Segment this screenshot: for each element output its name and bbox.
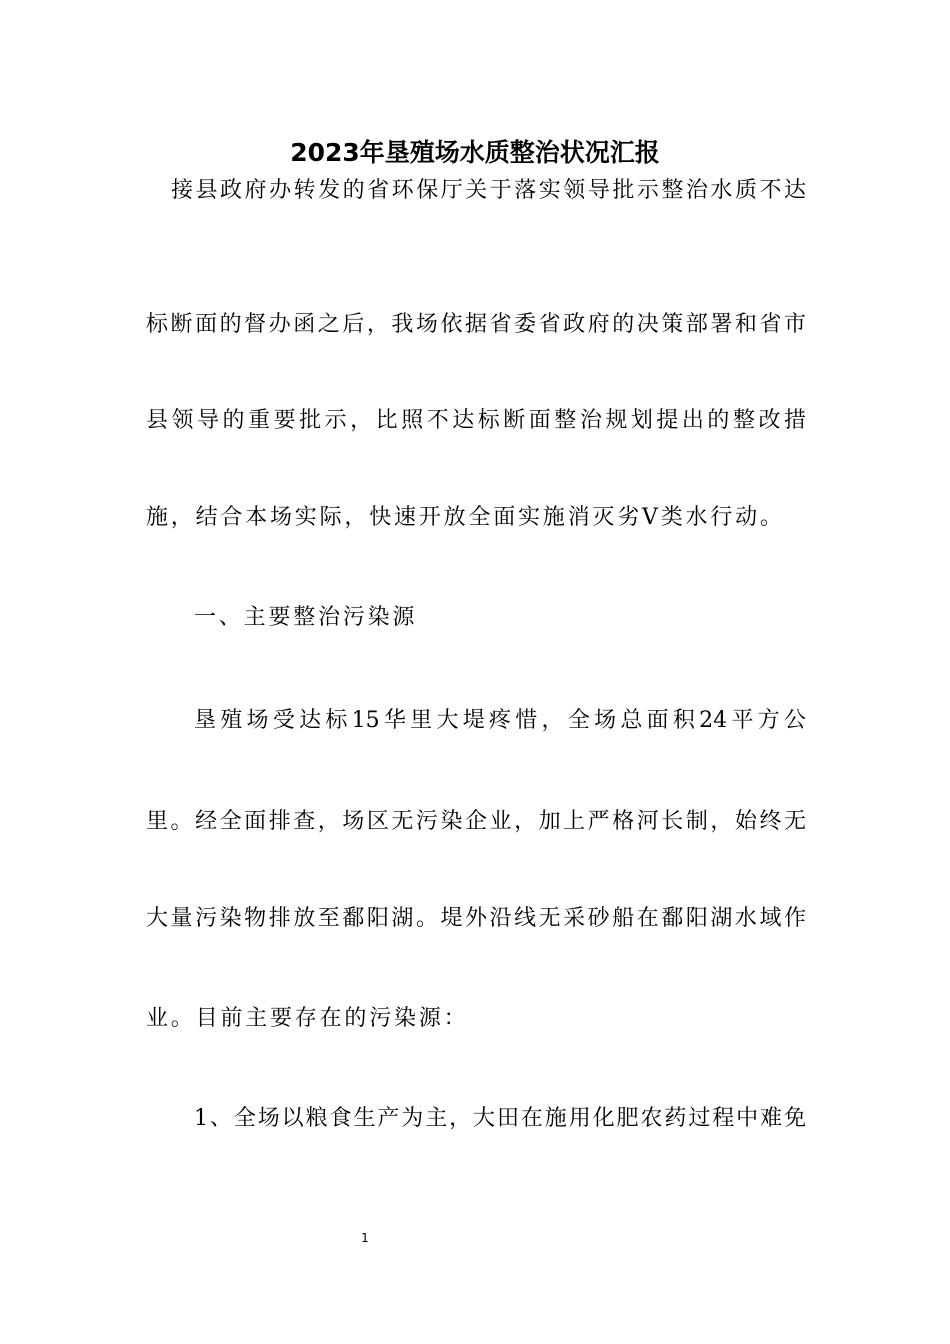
paragraph-line: 标断面的督办函之后，我场依据省委省政府的决策部署和省市 [146,312,806,337]
paragraph-line: 县领导的重要批示，比照不达标断面整治规划提出的整改措 [146,408,806,433]
paragraph-line: 施，结合本场实际，快速开放全面实施消灭劣Ⅴ类水行动。 [146,505,785,530]
section-heading: 一、主要整治污染源 [194,605,418,630]
paragraph-line: 里。经全面排查，场区无污染企业，加上严格河长制，始终无 [146,809,806,834]
paragraph-line: 业。目前主要存在的污染源： [146,1006,469,1031]
paragraph-line: 垦殖场受达标15华里大堤疼惜，全场总面积24平方公 [194,708,806,733]
document-title: 2023年垦殖场水质整治状况汇报 [290,138,660,167]
paragraph-line: 大量污染物排放至鄱阳湖。堤外沿线无采砂船在鄱阳湖水域作 [146,906,806,931]
paragraph-line: 接县政府办转发的省环保厅关于落实领导批示整治水质不达 [171,178,806,203]
paragraph-line: 1、全场以粮食生产为主，大田在施用化肥农药过程中难免 [194,1106,806,1131]
page-number: 1 [361,1231,369,1245]
